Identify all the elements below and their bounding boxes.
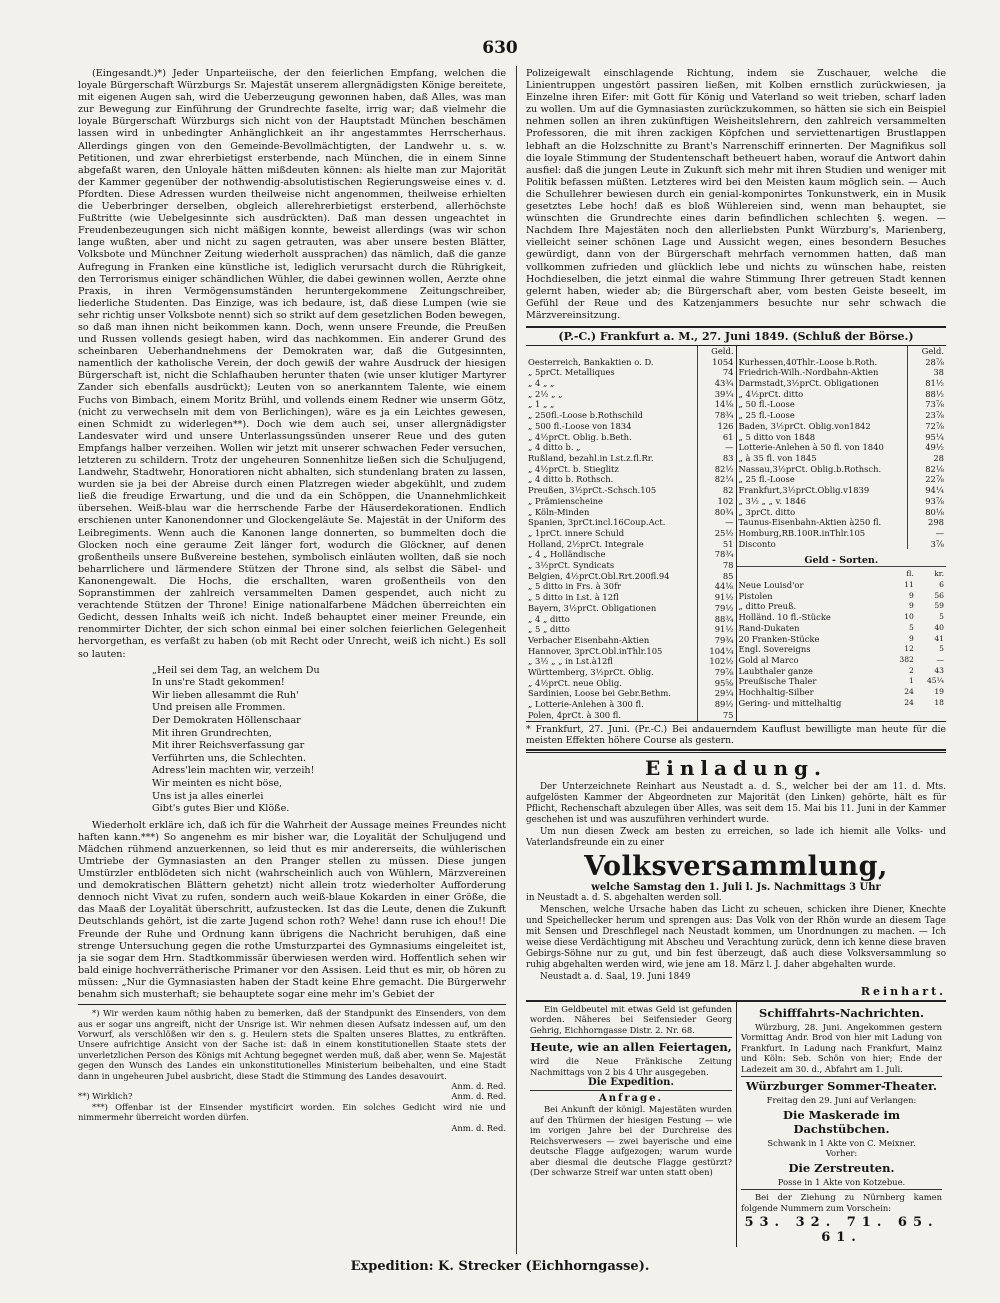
row-value: 80⅛ bbox=[908, 507, 947, 518]
table-row bbox=[737, 389, 947, 400]
row-value: 89½ bbox=[697, 699, 736, 710]
ad-paragraph: Der Unterzeichnete Reinhart aus Neustadt a. d. S., welcher bei der am 11. d. Mts. aufgelösten Kammer der Abgeordneten zur Majorität (den Linken) gehörte, hält es für Pflicht, Rechenschaft abzulegen über Alles, was seit dem 15. Mai bis 11. Juni in der Kammer geschehen ist und was auszuführen verhindert wurde. bbox=[526, 781, 946, 825]
row-value: 22⅞ bbox=[908, 474, 947, 485]
coin-list bbox=[737, 569, 947, 708]
row-value: 73⅞ bbox=[908, 399, 947, 410]
row-value: 43¾ bbox=[697, 378, 736, 389]
row-label: Taunus-Eisenbahn-Aktien à250 fl. bbox=[738, 517, 882, 528]
column-rule bbox=[516, 66, 517, 1254]
row-label: „ 3½ „ „ v. 1846 bbox=[738, 495, 806, 506]
row-label: „ ditto Preuß. bbox=[738, 601, 797, 612]
row-label: Polen, 4prCt. à 300 fl. bbox=[528, 709, 622, 720]
table-row bbox=[526, 507, 736, 518]
row-value: 82¼ bbox=[697, 474, 736, 485]
footnote-signature: Anm. d. Red. bbox=[451, 1122, 506, 1133]
row-value: 79¾ bbox=[697, 635, 736, 646]
inquiry-heading: Anfrage. bbox=[599, 1093, 663, 1105]
row-label: „ 500 fl.-Loose von 1834 bbox=[528, 420, 632, 431]
stock-list bbox=[526, 346, 736, 721]
row-value: 88½ bbox=[908, 389, 947, 400]
row-value: 5 bbox=[939, 644, 944, 654]
table-row bbox=[526, 549, 736, 560]
table-row bbox=[737, 378, 947, 389]
row-value: 28⅞ bbox=[908, 357, 947, 368]
row-value: 72⅞ bbox=[908, 421, 947, 432]
table-row bbox=[737, 655, 947, 666]
row-label: Preußen, 3½prCt.-Schsch.105 bbox=[528, 485, 657, 496]
row-value: 41 bbox=[934, 633, 944, 643]
row-value: 61 bbox=[697, 432, 736, 443]
row-value: 74 bbox=[697, 367, 736, 378]
row-label: „ 1prCt. innere Schuld bbox=[528, 527, 625, 538]
row-value: 94¼ bbox=[908, 485, 947, 496]
table-row bbox=[737, 399, 947, 410]
footnote-signature: Anm. d. Red. bbox=[451, 1091, 506, 1102]
row-label: Baden, 3½prCt. Oblig.von1842 bbox=[738, 420, 871, 431]
stock-table-right bbox=[736, 346, 947, 721]
ad-title: Einladung. bbox=[645, 755, 827, 780]
table-row bbox=[526, 528, 736, 539]
row-label: Württemberg, 3½prCt. Oblig. bbox=[528, 667, 654, 678]
table-row bbox=[737, 676, 947, 687]
table-row bbox=[737, 496, 947, 507]
row-label: „ 25 fl.-Loose bbox=[738, 410, 795, 421]
table-row bbox=[526, 389, 736, 400]
row-value: 51 bbox=[697, 539, 736, 550]
table-row bbox=[737, 432, 947, 443]
row-value: 3⅞ bbox=[908, 539, 947, 550]
table-row bbox=[526, 474, 736, 485]
row-label: Spanien, 3prCt.incl.16Coup.Act. bbox=[528, 517, 666, 528]
row-value: 11 bbox=[904, 580, 914, 590]
stock-exchange-heading: (P.-C.) Frankfurt a. M., 27. Juni 1849. (Schluß der Börse.) bbox=[526, 326, 946, 346]
row-value: 83 bbox=[697, 453, 736, 464]
row-value: 78¾ bbox=[697, 549, 736, 560]
row-label: „ 4½prCt. b. Stieglitz bbox=[528, 463, 619, 474]
table-row bbox=[737, 612, 947, 623]
page-number: 630 bbox=[482, 38, 518, 58]
notices-left bbox=[526, 1002, 736, 1248]
poem-line: Uns ist ja alles einerlei bbox=[152, 790, 264, 802]
row-value: — bbox=[936, 654, 944, 664]
table-row bbox=[737, 623, 947, 634]
row-value: 85 bbox=[697, 571, 736, 582]
row-label: „ 250fl.-Loose b.Rothschild bbox=[528, 410, 643, 421]
table-row bbox=[526, 646, 736, 657]
row-label: „ Lotterie-Anlehen à 300 fl. bbox=[528, 699, 644, 710]
row-label: 20 Franken-Stücke bbox=[738, 633, 820, 644]
inquiry-text: Bei Ankunft der königl. Majestäten wurden auf den Thürmen der hiesigen Festung — wie im vorigen Jahre bei der Durchreise des Reichsverwesers — zwei bayerische und eine deutsche Flagge aufgezogen; warum wurde aber diesmal die deutsche Flagge gestürzt? (Der schwarze Streif war unten statt oben) bbox=[530, 1104, 732, 1178]
ad-subheading: welche Samstag den 1. Juli l. Js. Nachmittags 3 Uhr bbox=[591, 881, 881, 893]
row-value: 78 bbox=[697, 560, 736, 571]
table-row bbox=[737, 666, 947, 677]
column-header: fl. bbox=[906, 569, 914, 579]
shipping-heading: Schifffahrts-Nachrichten. bbox=[759, 1005, 924, 1020]
row-value: 5 bbox=[939, 612, 944, 622]
coin-table-heading: Geld - Sorten. bbox=[737, 555, 947, 567]
ad-signature: Reinhart. bbox=[860, 984, 946, 998]
row-value: 80¾ bbox=[697, 507, 736, 518]
table-row bbox=[526, 656, 736, 667]
row-label: Nassau,3½prCt. Oblig.b.Rothsch. bbox=[738, 463, 882, 474]
stock-table bbox=[526, 346, 946, 722]
row-value: 25½ bbox=[697, 528, 736, 539]
row-value: 88¾ bbox=[697, 614, 736, 625]
table-row bbox=[526, 592, 736, 603]
row-label: „ Köln-Minden bbox=[528, 506, 590, 517]
row-label: „ 4 „ Holländische bbox=[528, 549, 606, 560]
divider bbox=[741, 1189, 942, 1190]
row-value: 43 bbox=[934, 665, 944, 675]
row-label: Engl. Sovereigns bbox=[738, 644, 811, 655]
footnote: **) Wirklich? bbox=[78, 1091, 133, 1102]
row-value: 1 bbox=[909, 676, 914, 686]
ad-paragraph: Um nun diesen Zweck am besten zu erreichen, so lade ich hiemit alle Volks- und Vaterlandsfreunde ein zu einer bbox=[526, 826, 946, 848]
table-row bbox=[526, 560, 736, 571]
table-row bbox=[737, 698, 947, 709]
row-value: 78¾ bbox=[697, 410, 736, 421]
notices-row bbox=[526, 1000, 946, 1248]
row-label: „ 5 ditto in Frs. à 30fr bbox=[528, 581, 622, 592]
row-value: — bbox=[697, 517, 736, 528]
row-value: 28 bbox=[908, 453, 947, 464]
row-label: Disconto bbox=[738, 538, 776, 549]
row-value: 24 bbox=[904, 697, 914, 707]
row-label: „ 4½prCt. Oblig. b.Beth. bbox=[528, 431, 632, 442]
table-row bbox=[526, 539, 736, 550]
poem-line: Wir meinten es nicht böse, bbox=[152, 777, 283, 789]
row-value: 298 bbox=[908, 517, 947, 528]
row-label: Holländ. 10 fl.-Stücke bbox=[738, 612, 831, 623]
table-row bbox=[526, 571, 736, 582]
row-label: Preußische Thaler bbox=[738, 676, 817, 687]
theater-play-info: Schwank in 1 Akte von C. Meixner. bbox=[767, 1137, 916, 1148]
table-row bbox=[737, 528, 947, 539]
table-row bbox=[737, 410, 947, 421]
footnote: ***) Offenbar ist der Einsender mystificirt worden. Ein solches Gedicht wird nie und nimmermehr überreicht worden dürfen. bbox=[78, 1101, 506, 1123]
row-value: 75 bbox=[697, 710, 736, 721]
stock-table-left bbox=[526, 346, 736, 721]
table-row bbox=[526, 432, 736, 443]
row-value: 95¼ bbox=[908, 432, 947, 443]
divider bbox=[530, 1037, 732, 1038]
row-value: 79⅞ bbox=[697, 667, 736, 678]
row-label: „ 1 „ „ bbox=[528, 399, 555, 410]
row-value: 23⅞ bbox=[908, 410, 947, 421]
row-value: 6 bbox=[939, 580, 944, 590]
row-label: Pistolen bbox=[738, 590, 773, 601]
row-label: „ 4 ditto b. „ bbox=[528, 442, 581, 453]
ad-paragraph: in Neustadt a. d. S. abgehalten werden soll. bbox=[526, 892, 722, 903]
theater-play: Die Maskerade im Dachstübchen. bbox=[782, 1107, 900, 1136]
row-label: Friedrich-Wilh.-Nordbahn-Aktien bbox=[738, 367, 879, 378]
column-header: kr. bbox=[934, 569, 944, 579]
row-label: „ 5 ditto in Lst. à 12fl bbox=[528, 592, 619, 603]
lost-notice: Ein Geldbeutel mit etwas Geld ist gefunden worden. Näheres bei Seifensieder Georg Gehrig, Eichhorngasse Distr. 2. Nr. 68. bbox=[530, 1003, 732, 1035]
footnote: *) Wir werden kaum nöthig haben zu bemerken, daß der Standpunkt des Einsenders, von dem aus er sogar uns angreift, nicht der Unsrige ist. Wir nehmen diesen Aufsatz indessen auf, um den Vorwurf, als verschlößen wir den s. g. Heulern stets die Spalten unseres Blattes, zu entkräften. Unsere aufrichtige Ansicht von der Sache ist: daß in einem konstitutionellen Staate stets der unverletzlichen Person des Königs mit Achtung begegnet werden muß, daß aber, wenn Se. Majestät gegen den Wunsch des Landes ein unkonstitutionelles Ministerium beibehalten, und eine Stadt dann in ungeheuren Jubel ausbricht, diese Stadt die Stimmung des Landes desavouirt. bbox=[78, 1008, 506, 1081]
row-value: 39¼ bbox=[697, 389, 736, 400]
footnote-signature-row bbox=[78, 1081, 506, 1091]
table-row bbox=[526, 624, 736, 635]
poem-line: Wir lieben allesammt die Ruh' bbox=[152, 689, 299, 701]
divider bbox=[78, 1004, 506, 1005]
row-value: 9 bbox=[909, 633, 914, 643]
row-label: „ 5 „ ditto bbox=[528, 624, 570, 635]
table-row bbox=[526, 614, 736, 625]
poem bbox=[152, 665, 506, 816]
row-value: 45¼ bbox=[926, 676, 944, 686]
market-note: * Frankfurt, 27. Juni. (Pr.-C.) Bei andauerndem Kauflust bewilligte man heute für die meisten Effekten höhere Course als gestern. bbox=[526, 723, 946, 746]
row-value: 82 bbox=[697, 485, 736, 496]
table-row bbox=[737, 591, 947, 602]
lottery-text: Bei der Ziehung zu Nürnberg kamen folgende Nummern zum Vorschein: bbox=[741, 1192, 942, 1213]
table-row bbox=[737, 580, 947, 591]
invitation-ad bbox=[526, 756, 946, 998]
row-value: 82⅛ bbox=[908, 464, 947, 475]
right-column bbox=[526, 68, 946, 1298]
table-row bbox=[737, 421, 947, 432]
table-row bbox=[526, 635, 736, 646]
row-label: „ Prämienscheine bbox=[528, 495, 603, 506]
article-paragraph: (Eingesandt.)*) Jeder Unparteiische, der den feierlichen Empfang, welchen die loyale Bürgerschaft Würzburgs Sr. Majestät unserem allergnädigsten Könige bereitete, mit eigenen Augen sah, wird die Ueberzeugung gewonnen haben, daß Alles, was man zur Bewegung zur Einführung der Grundrechte faselte, irrig war; daß vielmehr die loyale Bürgerschaft Würzburgs sich nicht von der Hauptstadt München beschämen lassen wird in unbedingter Anhänglichkeit an ihr angestammtes Herrscherhaus. Allerdings gingen von den Gemeinde-Bevollmächtigten, der Landwehr u. s. w. Petitionen, und zwar ehrerbietigst ersterbende, nach München, die in einem Sinne abgefaßt waren, den Unloyale hätten mißdeuten können: als hielte man zur Majorität der Kammer gegenüber der nothwendig-absolutistischen Regierungsweise eines v. d. Pfordten. Diese Adressen wurden theilweise nicht angenommen, theilweise erhielten die Ueberbringer derselben, obgleich allerehrerbietigst ersterbend, allerhöchste Fußtritte (wie Uebelgesinnte sich ausdrückten). Daß man dessen ungeachtet in Freudenbezeugungen sich nicht mäßigen konnte, beweist allerdings (was wir schon lange wußten, aber und nicht zu sagen getrauten, was aber unsere besten Blätter, Volksbote und Münchner Zeitung wiederholt aussprachen) das nämlich, daß die ganze Aufregung in Franken eine künstliche ist, lediglich verursacht durch die Rührigkeit, den Terrorismus einiger schändlichen Wühler, die dabei gewinnen wollen, Aerzte ohne Praxis, in ihren Vermögensumständen heruntergekommene Zeitungschreiber, liederliche Studenten. Das Einzige, was ich bedaure, ist, daß diese Lumpen (wie sie sehr richtig unser Volksbote nennt) sich so strikt auf dem gesetzlichen Boden bewegen, so daß man ihnen nicht beikommen kann. Doch, wenn unsere Freunde, die Preußen und Russen vollends gesiegt haben, wird das nachkommen. Ein anderer Grund des scheinbaren Ueberhandnehmens der Demokraten war, daß die Gutgesinnten, namentlich der katholische Verein, der doch gewiß der wahre Ausdruck der hiesigen Bürgerschaft ist, nicht die Schlafhauben herunter thaten (wie unser klutiger Martyrer Zander sich ebenfalls ausdrückt); Leuten von so anerkanntem Talente, wie einem Fuchs von Bimbach, einem Moritz Brühl, und vollends einem Redner wie unserm Götz, (nicht zu verwechseln mit dem von Berlichingen), wäre es ja ein Leichtes gewesen, einen Schmidt zu widerlegen**). Doch wie dem auch sei, unser allergnädigster Landesvater wird und unsere Unterlassungssünden unserer Reue und des guten Empfangs halber verzeihen. Wollen wir jetzt mit unserer schwachen Feder versuchen, letzteren zu schildern. Trotz der ungeheuren Sonnenhitze ließen sich die Schuljugend, Landwehr, Stadtwehr, Honoratioren nicht abhalten, sich stundenlang braten zu lassen, wurden sie ja bei der Abreise durch einen Platzregen wieder abgekühlt, und zudem ließ die freudige Erwartung, und die und da ein Schöppen, die Unannehmlichkeit übersehen. Weiß-blau war die herrschende Farbe der Häuserdekorationen. Endlich erschienen unter Kanonendonner und Glockengeläute Se. Majestät in der Uniform des Leibregiments. Wenn auch die Kanonen lange donnerten, so bummelten doch die Glocken noch eine geraume Zeit länger fort, wodurch die Glöckner, auf denen großentheils unsere Bußvereine bestehen, symbolisch einläuten wollten, daß sie noch beharrlichere und lärmendere Stützen der Throne sind, als selbst die Säbel- und Kanonengewalt. Die Hochs, die erschallten, waren großentheils von den Sopranstimmen der zahlreich versammelten Damen gespendet, auch nicht zu verachtende Stützen der Throne! Einige nationalfarbene Mädchen überreichten ein Gedicht, dessen Inhalts weiß ich nicht. Indeß behauptet einer meiner Freunde, ein renommirter Dichter, der sich schon einmal bei einer solchen feierlichen Gelegenheit hervorgethan, es verfaßt zu haben (ob mit Recht oder Unrecht, weiß ich nicht.) Es soll so lauten: bbox=[78, 68, 506, 660]
table-row bbox=[526, 581, 736, 592]
theater-play-info: Posse in 1 Akte von Kotzebue. bbox=[777, 1176, 906, 1187]
row-value: 44⅛ bbox=[697, 581, 736, 592]
row-label: „ 4 ditto b. Rothsch. bbox=[528, 474, 614, 485]
footnote-row bbox=[78, 1091, 506, 1101]
table-row bbox=[737, 442, 947, 453]
row-value: 24 bbox=[904, 687, 914, 697]
row-label: „ 4 „ „ bbox=[528, 378, 555, 389]
poem-line: In uns're Stadt gekommen! bbox=[152, 677, 285, 689]
row-label: Belgien, 4½prCt.Obl.Rrt.200fl.94 bbox=[528, 570, 670, 581]
row-label: Kurhessen,40Thlr.-Loose b.Roth. bbox=[738, 356, 878, 367]
row-value: 9 bbox=[909, 601, 914, 611]
table-row bbox=[526, 496, 736, 507]
table-row bbox=[737, 601, 947, 612]
row-label: „ 4 „ ditto bbox=[528, 613, 570, 624]
holiday-heading: Heute, wie an allen Feiertagen, bbox=[530, 1040, 732, 1055]
row-label: Oesterreich, Bankaktien o. D. bbox=[528, 356, 654, 367]
row-label: Laubthaler ganze bbox=[738, 665, 813, 676]
row-value: 56 bbox=[934, 590, 944, 600]
row-value: 104¼ bbox=[697, 646, 736, 657]
row-value: 81½ bbox=[908, 378, 947, 389]
row-label: „ 2½ „ „ bbox=[528, 388, 563, 399]
row-value: 95⅝ bbox=[697, 678, 736, 689]
table-row bbox=[526, 517, 736, 528]
poem-line: Mit ihrer Reichsverfassung gar bbox=[152, 740, 305, 752]
row-value: 14⅛ bbox=[697, 399, 736, 410]
row-value: 91½ bbox=[697, 624, 736, 635]
row-label: Neue Louisd'or bbox=[738, 580, 804, 591]
article-paragraph: Polizeigewalt einschlagende Richtung, indem sie Zuschauer, welche die Linientruppen ungestört passiren ließen, mit Kolben ernstlich zurückwiesen, ja Einzelne ihren Eifer: mit Gott für König und Vaterland so weit trieben, scharf laden zu wollen. Um auf die Gymnasiasten zurückzukommen, so hätten sie sich ein Beispiel nehmen sollen an ihren zukünftigen Weisheitslehrern, den zahlreich versammelten Professoren, die mit ihren zackigen Köpfchen und serviettenartigen Brustlappen lebhaft an die Holzschnitte zu Brant's Narrenschiff erinnerten. Der Magnifikus soll die loyale Stimmung der Studentenschaft betheuert haben, worauf die Antwort dahin ausfiel: daß die jungen Leute in Zukunft sich mehr mit ihren Studien und weniger mit Politik befassen müßten. Letzteres wird bei den Meisten kaum möglich sein. — Auch die Schullehrer bewiesen durch ein genial-komponirtes Tonkunstwerk, ein in Musik gesetztes Lebe hoch! daß es bloß Wühlereien sind, wenn man behauptet, sie wünschten die Grundrechte eines darin befindlichen schlechten §. wegen. — Nachdem Ihre Majestäten noch den allerliebsten Punkt Würzburg's, Marienberg, vielleicht seiner schönen Lage und Aussicht wegen, eines besondern Besuches gewürdigt, dann von der Bürgerschaft mehrfach vernommen hatten, daß man vollkommen zufrieden und glücklich lebe und nichts zu wünschen habe, reisten Hochdieselben, die jetzt einmal die wahre Stimmung Ihrer getreuen Stadt kennen gelernt haben, wieder ab; die Bürgerschaft aber, vom besten Geiste beseelt, im Gefühl der Reue und des Katzenjammers besuchte nur sehr schwach die Märzvereinsitzung. bbox=[526, 68, 946, 321]
row-value: 9 bbox=[909, 590, 914, 600]
lottery-numbers: 53. 32. 71. 65. 61. bbox=[744, 1215, 939, 1246]
row-value: 126 bbox=[697, 421, 736, 432]
table-row bbox=[737, 367, 947, 378]
stock-list bbox=[737, 346, 947, 549]
table-row bbox=[526, 357, 736, 368]
row-label: „ 3½prCt. Syndicats bbox=[528, 560, 615, 571]
row-value: 29¼ bbox=[697, 688, 736, 699]
holiday-signature: Die Expedition. bbox=[588, 1077, 674, 1089]
row-label: Homburg,RB.100R.inThlr.105 bbox=[738, 527, 866, 538]
row-label: Bayern, 3½prCt. Obligationen bbox=[528, 602, 657, 613]
row-value: 91½ bbox=[697, 592, 736, 603]
table-row bbox=[526, 688, 736, 699]
table-row bbox=[526, 453, 736, 464]
theater-play: Die Zerstreuten. bbox=[788, 1160, 895, 1175]
table-row bbox=[526, 410, 736, 421]
poem-line: Verführten uns, die Schlechten. bbox=[152, 752, 307, 764]
poem-line: „Heil sei dem Tag, an welchem Du bbox=[152, 664, 320, 676]
row-label: Hannover, 3prCt.Obl.inThlr.105 bbox=[528, 645, 663, 656]
row-label: „ 5prCt. Metalliques bbox=[528, 367, 615, 378]
row-value: — bbox=[697, 442, 736, 453]
ad-paragraph: Menschen, welche Ursache haben das Licht zu scheuen, schicken ihre Diener, Knechte und Speichellecker herum und sprengen aus: Das Volk von der Rhön wurde an diesem Tage mit Sensen und Dreschflegel nach Neustadt kommen, um Unordnungen zu machen. — Ich weise diese Verdächtigung mit Abscheu und Verachtung zurück, denn ich kenne diese braven Gebirgs-Söhne nur zu gut, und bin fest überzeugt, daß auch diese Volksversammlung so ruhig abgehalten werden wird, wie jene am 18. März l. J. daher abgehalten wurde. bbox=[526, 904, 946, 970]
row-value: 79½ bbox=[697, 603, 736, 614]
row-label: Sardinien, Loose bei Gebr.Bethm. bbox=[528, 688, 671, 699]
row-label: „ 5 ditto von 1848 bbox=[738, 431, 816, 442]
row-label: „ 3prCt. ditto bbox=[738, 506, 796, 517]
ad-headline: Volksversammlung, bbox=[584, 850, 888, 882]
table-row bbox=[737, 634, 947, 645]
table-row bbox=[526, 378, 736, 389]
theater-before: Vorher: bbox=[825, 1148, 858, 1159]
column-header: Geld. bbox=[697, 346, 736, 357]
table-row bbox=[526, 667, 736, 678]
table-row bbox=[737, 687, 947, 698]
table-row bbox=[526, 399, 736, 410]
row-value: 82½ bbox=[697, 464, 736, 475]
row-label: Holland, 2½prCt. Integrale bbox=[528, 538, 644, 549]
table-row bbox=[526, 442, 736, 453]
row-value: 18 bbox=[934, 697, 944, 707]
row-value: 382 bbox=[899, 654, 914, 664]
table-row bbox=[526, 421, 736, 432]
row-value: 2 bbox=[909, 665, 914, 675]
ad-place-date: Neustadt a. d. Saal, 19. Juni 1849 bbox=[540, 971, 691, 982]
article-paragraph: Wiederholt erkläre ich, daß ich für die Wahrheit der Aussage meines Freundes nicht haften kann.***) So angenehm es mir bisher war, die Loyalität der Schuljugend und Mädchen rühmend anzuerkennen, so leid thut es mir andererseits, die wühlerischen Umtriebe der Gymnasiasten an den Pranger stellen zu müssen. Diese jungen Umstürzler entblödeten sich nicht (wahrscheinlich auch von Wühlern, Märzvereinen und demokratischen Blättern gehetzt) nicht allein trotz wiederholter Aufforderung dennoch nicht Vivat zu rufen, sondern auch weiß-blaue Kokarden in einer Größe, die das Maaß der Loyalität überschritt, aufzustecken. Ist das die Leute, denen die Zukunft Deutschlands gehört, ist die zarte Jugend schon roth? Wehe! dann ruse ich ehou!! Die Freunde der Ruhe und Ordnung kann übrigens die Nachricht beruhigen, daß eine strenge Untersuchung gegen die rothe Umsturzpartei des Gymnasiums eingeleitet ist, ja sie sogar dem Hrn. Stadtkommissär überwiesen werden wird. Hoffentlich sehen wir bald einige hochverrätherische Primaner vor den Assisen. Leid thut es mir, ob hören zu müssen: „Nur die Gymnasiasten haben der Stadt keine Ehre gemacht. Die Bürgerwehr benahm sich musterhaft; sie behauptete sogar eine mehr im's Gebiet der bbox=[78, 819, 506, 1001]
table-row bbox=[526, 603, 736, 614]
table-row bbox=[526, 678, 736, 689]
poem-line: Und preisen alle Frommen. bbox=[152, 702, 286, 714]
row-value: 19 bbox=[934, 687, 944, 697]
row-value: 49½ bbox=[908, 442, 947, 453]
row-label: Rand-Dukaten bbox=[738, 622, 800, 633]
table-row bbox=[737, 357, 947, 368]
table-row bbox=[737, 644, 947, 655]
table-row bbox=[737, 485, 947, 496]
footnote-signature-row bbox=[78, 1123, 506, 1133]
divider bbox=[526, 749, 946, 753]
row-value: 5 bbox=[909, 622, 914, 632]
row-value: 93⅞ bbox=[908, 496, 947, 507]
left-column bbox=[78, 68, 506, 1298]
row-label: Frankfurt,3½prCt.Oblig.v1839 bbox=[738, 485, 870, 496]
holiday-text: wird die Neue Fränkische Zeitung Nachmittags von 2 bis 4 Uhr ausgegeben. bbox=[530, 1056, 732, 1077]
row-value: 1054 bbox=[697, 357, 736, 368]
row-value: 10 bbox=[904, 612, 914, 622]
divider bbox=[741, 1076, 942, 1077]
notices-right bbox=[736, 1002, 946, 1248]
row-label: Verbacher Eisenbahn-Aktien bbox=[528, 634, 650, 645]
row-label: Gering- und mittelhaltig bbox=[738, 697, 842, 708]
poem-line: Der Demokraten Höllenschaar bbox=[152, 714, 301, 726]
theater-heading: Würzburger Sommer-Theater. bbox=[745, 1079, 938, 1094]
row-value: — bbox=[908, 528, 947, 539]
table-row bbox=[526, 367, 736, 378]
row-label: „ 4½prCt. ditto bbox=[738, 388, 804, 399]
row-value: 102 bbox=[697, 496, 736, 507]
row-label: Hochhaltig-Silber bbox=[738, 687, 814, 698]
table-row bbox=[737, 517, 947, 528]
row-label: „ 4½prCt. neue Oblig. bbox=[528, 677, 622, 688]
row-value: 38 bbox=[908, 367, 947, 378]
theater-date: Freitag den 29. Juni auf Verlangen: bbox=[766, 1095, 917, 1106]
footnote-signature: Anm. d. Red. bbox=[451, 1080, 506, 1091]
table-row bbox=[737, 464, 947, 475]
row-value: 102½ bbox=[697, 656, 736, 667]
row-label: „ 3½ „ „ in Lst.à12fl bbox=[528, 656, 613, 667]
row-label: Darmstadt,3½prCt. Obligationen bbox=[738, 378, 879, 389]
row-value: 59 bbox=[934, 601, 944, 611]
poem-line: Mit ihren Grundrechten, bbox=[152, 727, 272, 739]
row-label: Gold al Marco bbox=[738, 654, 799, 665]
table-row bbox=[737, 453, 947, 464]
row-value: 12 bbox=[904, 644, 914, 654]
poem-line: Gibt's gutes Bier und Klöße. bbox=[152, 803, 290, 815]
divider bbox=[530, 1090, 732, 1091]
row-label: „ 50 fl.-Loose bbox=[738, 399, 795, 410]
table-row bbox=[737, 507, 947, 518]
table-row bbox=[526, 699, 736, 710]
column-header: Geld. bbox=[908, 346, 947, 357]
table-row bbox=[526, 710, 736, 721]
table-row bbox=[526, 485, 736, 496]
shipping-text: Würzburg, 28. Juni. Angekommen gestern Vormittag Andr. Brod von hier mit Ladung von Frankfurt. In Ladung nach Frankfurt, Mainz und Köln: Seb. Schön von hier; Ende der Ladezeit am 30. d., Abfahrt am 1. Juli. bbox=[741, 1021, 942, 1074]
poem-line: Adress'lein machten wir, verzeih! bbox=[152, 765, 315, 777]
row-value: 40 bbox=[934, 622, 944, 632]
table-row bbox=[526, 464, 736, 475]
row-label: „ 25 fl.-Loose bbox=[738, 474, 795, 485]
row-label: Lotterie-Anlehen à 50 fl. von 1840 bbox=[738, 442, 884, 453]
publisher-line: Expedition: K. Strecker (Eichhorngasse). bbox=[350, 1259, 650, 1274]
row-label: „ à 35 fl. von 1845 bbox=[738, 453, 817, 463]
table-row bbox=[737, 474, 947, 485]
table-row bbox=[737, 539, 947, 550]
row-label: Rußland, bezahl.in Lst.z.fl.Rr. bbox=[528, 453, 654, 463]
